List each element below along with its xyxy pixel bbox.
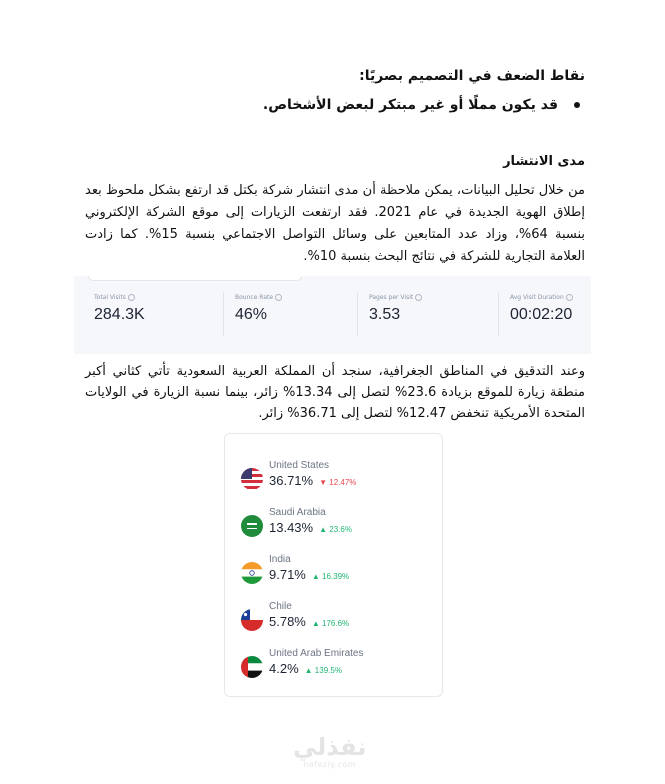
watermark-arabic: نفذلي [293, 733, 367, 761]
info-icon[interactable] [566, 294, 573, 301]
stat-label: Total Visits [94, 294, 126, 301]
bullet-icon [574, 102, 580, 108]
divider [223, 292, 224, 336]
weak-point-text: قد يكون مملًا أو غير مبتكر لبعض الأشخاص. [262, 97, 558, 113]
country-change: 12.47% [329, 478, 357, 487]
info-icon[interactable] [275, 294, 282, 301]
reach-paragraph: من خلال تحليل البيانات، يمكن ملاحظة أن مدى انتشار شركة بكتل قد ارتفع بشكل ملحوظ بعد إطلاق الهوية الجديدة في عام 2021. فقد ارتفعت الزيارات إلى موقع الشركة الإلكتروني بنسبة 64%، وزاد عدد المتابعين على وسائل التواصل الاجتماعي بنسبة 15%. كما زادت العلامة التجارية للشركة في نتائج البحث بنسبة 10%. [85, 183, 586, 264]
watermark-latin: nafezly.com [303, 760, 357, 769]
watermark [293, 734, 366, 770]
arrow-up-icon: ▲ [319, 525, 328, 534]
stat-value: 3.53 [369, 306, 401, 323]
arrow-up-icon: ▲ [311, 619, 320, 628]
divider [498, 292, 499, 336]
reach-heading: مدى الانتشار [503, 154, 585, 169]
stat-bounce-rate [235, 294, 282, 324]
uae-flag-icon [241, 656, 263, 678]
stat-label: Bounce Rate [235, 294, 274, 301]
country-share: 4.2% [269, 661, 299, 676]
saudi-flag-icon [241, 515, 263, 537]
arrow-down-icon: ▼ [319, 478, 328, 487]
country-change: 16.39% [322, 572, 350, 581]
geography-card [224, 433, 443, 697]
country-name: Chile [269, 601, 292, 612]
country-name: United States [269, 460, 330, 471]
card-edge [88, 276, 302, 281]
stat-label: Pages per Visit [369, 294, 414, 301]
stat-pages-per-visit [369, 294, 422, 324]
country-name: United Arab Emirates [269, 648, 364, 659]
stat-value: 00:02:20 [510, 306, 573, 323]
geo-paragraph: وعند التدقيق في المناطق الجغرافية، سنجد أن المملكة العربية السعودية تأتي كثاني أكبر منطقة زيارة للموقع بزيادة 23.6% لتصل إلى 13.34% زائر، بينما نسبة الزيارة في الولايات المتحدة الأمريكية تنخفض 12.47% لتصل إلى 36.71% زائر. [85, 364, 585, 421]
country-share: 9.71% [269, 567, 306, 582]
country-name: India [269, 554, 291, 565]
country-change: 176.6% [322, 619, 350, 628]
country-name: Saudi Arabia [269, 507, 326, 518]
stat-label: Avg Visit Duration [510, 294, 564, 301]
stat-avg-visit-duration [510, 294, 573, 324]
arrow-up-icon: ▲ [304, 666, 313, 675]
us-flag-icon [241, 468, 263, 490]
stat-total-visits [94, 294, 145, 324]
chile-flag-icon [241, 609, 263, 631]
india-flag-icon [241, 562, 263, 584]
info-icon[interactable] [128, 294, 135, 301]
divider [357, 292, 358, 336]
list-item [263, 97, 580, 113]
arrow-up-icon: ▲ [311, 572, 320, 581]
weak-points-heading: نقاط الضعف في التصميم بصريًا: [359, 68, 585, 84]
info-icon[interactable] [415, 294, 422, 301]
weak-points-list [263, 97, 580, 113]
country-change: 139.5% [314, 666, 342, 675]
country-share: 13.43% [269, 520, 314, 535]
country-share: 5.78% [269, 614, 306, 629]
country-share: 36.71% [269, 473, 314, 488]
stat-value: 284.3K [94, 306, 145, 323]
stat-value: 46% [235, 306, 268, 323]
country-change: 23.6% [329, 525, 352, 534]
traffic-stats-panel [74, 276, 591, 354]
